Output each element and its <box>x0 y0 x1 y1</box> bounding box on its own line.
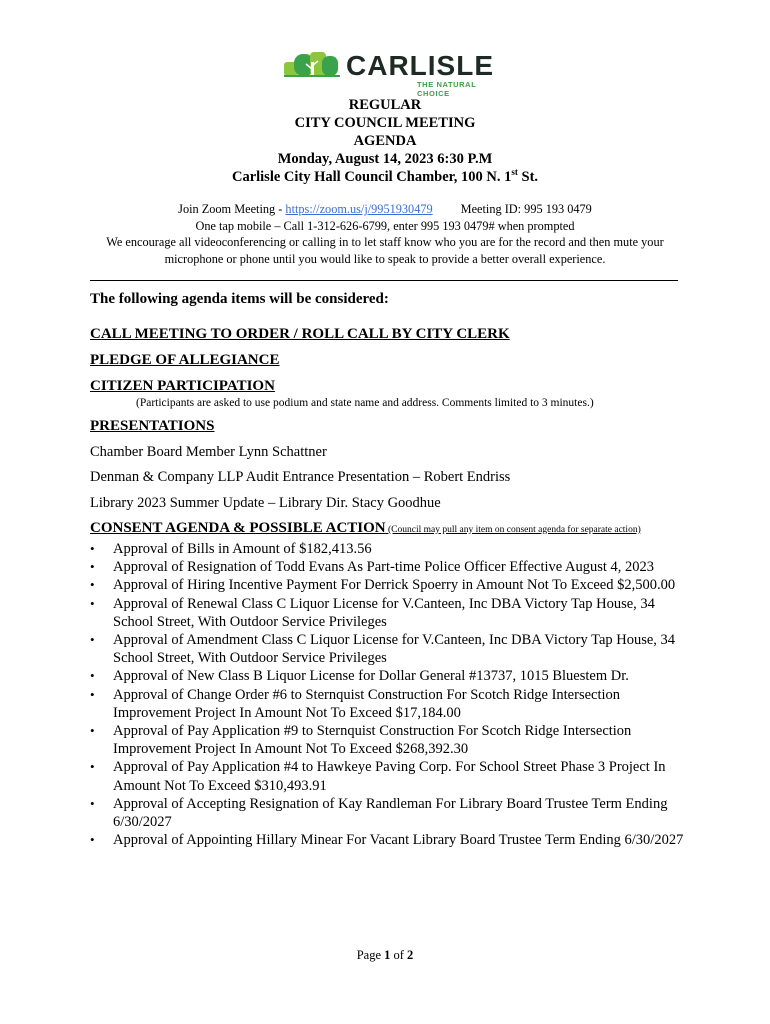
heading-date: Monday, August 14, 2023 6:30 P.M <box>277 151 493 167</box>
list-item: • Approval of Pay Application #4 to Hawkeye Paving Corp. For School Street Phase 3 Project In Amount Not To Exceed $310,493.91 <box>90 758 690 794</box>
encourage-line-1: We encourage all videoconferencing or calling in to let staff know who you are for the record and then mute your <box>106 235 664 249</box>
meeting-id: Meeting ID: 995 193 0479 <box>460 202 592 216</box>
list-item: • Approval of Resignation of Todd Evans As Part-time Police Officer Effective August 4, 2023 <box>90 558 690 576</box>
heading-meeting: CITY COUNCIL MEETING <box>294 115 476 131</box>
tree-logo-icon <box>284 50 340 80</box>
section-call-to-order: CALL MEETING TO ORDER / ROLL CALL BY CITY CLERK <box>90 326 510 342</box>
zoom-join-line: Join Zoom Meeting - https://zoom.us/j/9951930479 Meeting ID: 995 193 0479 <box>178 202 592 216</box>
heading-agenda: AGENDA <box>353 133 417 149</box>
consent-note: (Council may pull any item on consent agenda for separate action) <box>385 525 641 535</box>
list-item: • Approval of Hiring Incentive Payment For Derrick Spoerry in Amount Not To Exceed $2,500.00 <box>90 576 690 594</box>
page-number: Page 1 of 2 <box>356 948 414 962</box>
consent-list <box>90 540 690 849</box>
list-item: • Approval of Renewal Class C Liquor License for V.Canteen, Inc DBA Victory Tap House, 34 School Street, With Outdoor Service Privileges <box>90 595 690 631</box>
list-item: • Approval of Appointing Hillary Minear For Vacant Library Board Trustee Term Ending 6/30/2027 <box>90 831 690 849</box>
zoom-info <box>0 201 770 267</box>
presentation-item: Denman & Company LLP Audit Entrance Presentation – Robert Endriss <box>90 469 511 485</box>
presentation-item: Library 2023 Summer Update – Library Dir. Stacy Goodhue <box>90 495 441 511</box>
zoom-link[interactable]: https://zoom.us/j/9951930479 <box>285 202 433 216</box>
agenda-heading <box>0 96 770 186</box>
heading-regular: REGULAR <box>348 97 422 113</box>
section-pledge: PLEDGE OF ALLEGIANCE <box>90 352 280 368</box>
presentation-item: Chamber Board Member Lynn Schattner <box>90 444 327 460</box>
logo-wordmark: CARLISLE <box>346 50 494 81</box>
heading-location: Carlisle City Hall Council Chamber, 100 N. 1st St. <box>231 167 539 185</box>
agenda-intro: The following agenda items will be considered: <box>90 291 389 307</box>
encourage-line-2: microphone or phone until you would like to speak to provide a better overall experience. <box>164 251 606 266</box>
list-item: • Approval of Amendment Class C Liquor License for V.Canteen, Inc DBA Victory Tap House, 34 School Street, With Outdoor Service Privileges <box>90 631 690 667</box>
list-item: • Approval of Pay Application #9 to Sternquist Construction For Scotch Ridge Intersection Improvement Project In Amount Not To Exceed $268,392.30 <box>90 722 690 758</box>
list-item: • Approval of Accepting Resignation of Kay Randleman For Library Board Trustee Term Ending 6/30/2027 <box>90 795 690 831</box>
section-citizen-participation: CITIZEN PARTICIPATION <box>90 378 275 394</box>
list-item: • Approval of Bills in Amount of $182,413.56 <box>90 540 690 558</box>
citizen-note: (Participants are asked to use podium and state name and address. Comments limited to 3 minutes.) <box>136 397 594 409</box>
divider <box>90 280 678 281</box>
logo-tagline: THE NATURAL CHOICE <box>417 80 477 98</box>
list-item: • Approval of Change Order #6 to Sternquist Construction For Scotch Ridge Intersection Improvement Project In Amount Not To Exceed $17,184.00 <box>90 686 690 722</box>
list-item: • Approval of New Class B Liquor License for Dollar General #13737, 1015 Bluestem Dr. <box>90 667 690 685</box>
one-tap-mobile: One tap mobile – Call 1-312-626-6799, enter 995 193 0479# when prompted <box>195 218 575 233</box>
carlisle-logo <box>284 50 494 98</box>
section-presentations: PRESENTATIONS <box>90 418 215 434</box>
section-consent-agenda: CONSENT AGENDA & POSSIBLE ACTION (Council may pull any item on consent agenda for separate action) <box>90 520 641 536</box>
